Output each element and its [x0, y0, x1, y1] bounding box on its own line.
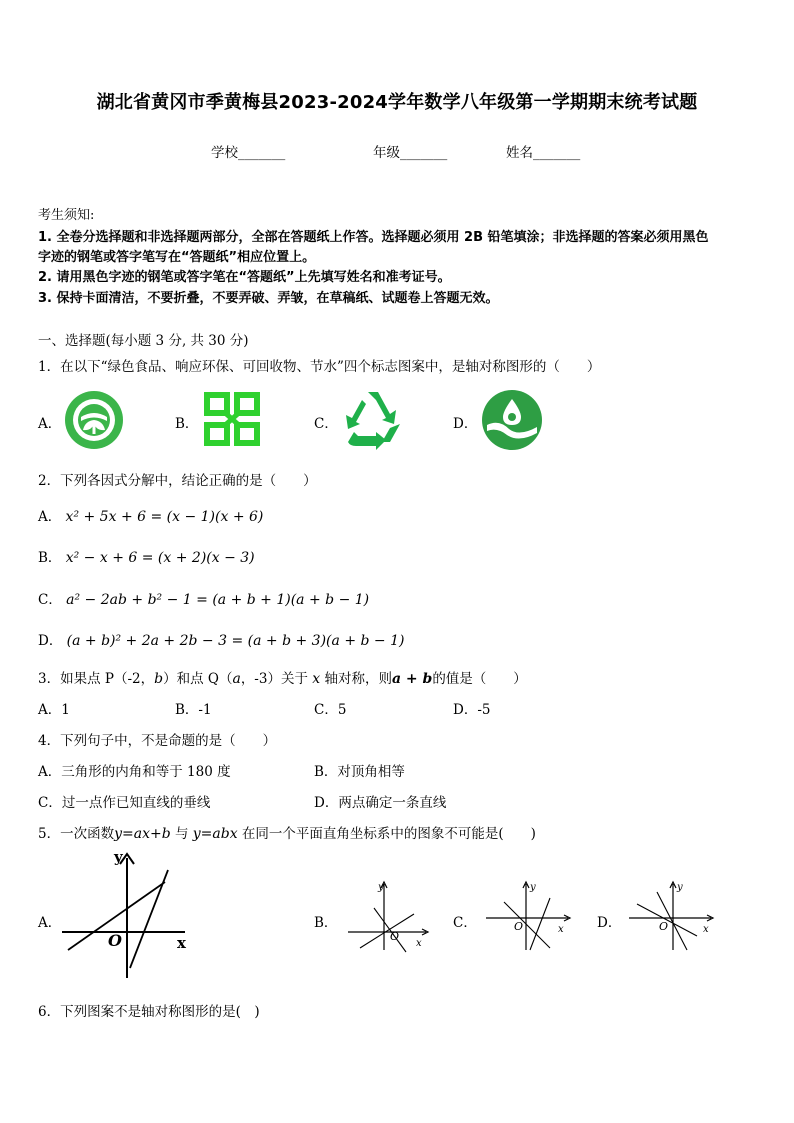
q2-option-c-label: C．: [38, 592, 62, 608]
q1-option-a-label: A．: [38, 416, 62, 432]
name-label: 姓名: [506, 145, 533, 161]
question-6-stem: 6．下列图案不是轴对称图形的是( ): [38, 1004, 260, 1020]
x-axis-label: x: [416, 938, 422, 949]
q4-option-c: C．过一点作已知直线的垂线: [38, 795, 211, 811]
q5-graph-a: [60, 850, 195, 980]
notice-line-1: 1. 全卷分选择题和非选择题两部分，全部在答题纸上作答。选择题必须用 2B 铅笔填涂；非选择题的答案必须用黑色: [38, 230, 709, 245]
grade-label: 年级: [373, 145, 400, 161]
school-label: 学校: [211, 145, 238, 161]
recycle-logo-icon: [338, 388, 408, 450]
q5-graph-d: [627, 880, 717, 952]
grade-field: [373, 141, 447, 161]
q3-var-x: x: [312, 671, 321, 687]
x-axis-label: x: [558, 924, 564, 935]
q2-option-d-label: D．: [38, 633, 63, 649]
q3-stem-part: 的值是（ ）: [432, 671, 527, 687]
name-blank: _______: [533, 145, 581, 161]
q5-stem-part: 5．一次函数: [38, 826, 115, 842]
q5-graph-b: [346, 880, 432, 952]
question-2-stem: 2．下列各因式分解中，结论正确的是（ ）: [38, 473, 317, 489]
page-title: 湖北省黄冈市季黄梅县2023-2024学年数学八年级第一学期期末统考试题: [96, 92, 698, 113]
q3-option-a: A．1: [38, 702, 70, 718]
y-axis-label: y: [677, 882, 683, 893]
notice-line-4: 3. 保持卡面清洁，不要折叠，不要弄破、弄皱，在草稿纸、试题卷上答题无效。: [38, 291, 499, 306]
notice-line-2: 字迹的钢笔或答字笔写在“答题纸”相应位置上。: [38, 250, 316, 265]
q4-option-b: B．对顶角相等: [314, 764, 405, 780]
q5-option-c-label: C．: [453, 915, 477, 931]
q2-option-a-label: A．: [38, 509, 62, 525]
q2-option-d-expr: (a + b)² + 2a + 2b − 3 = (a + b + 3)(a + b − 1): [66, 633, 405, 649]
q5-option-a-label: A．: [38, 915, 62, 931]
q2-option-b-label: B．: [38, 550, 62, 566]
q3-option-b: B．-1: [175, 702, 212, 718]
q2-option-d: [38, 629, 404, 649]
origin-label: O: [108, 931, 122, 950]
q2-option-a-expr: x² + 5x + 6 = (x − 1)(x + 6): [65, 509, 264, 525]
q3-option-c: C．5: [314, 702, 347, 718]
q2-option-b-expr: x² − x + 6 = (x + 2)(x − 3): [65, 550, 255, 566]
q3-stem-part: ，-3）关于: [240, 671, 313, 687]
q3-expr-a-plus-b: a + b: [391, 671, 433, 687]
question-4-stem: 4．下列句子中，不是命题的是（ ）: [38, 733, 277, 749]
school-field: [211, 141, 285, 161]
question-1-stem: 1．在以下“绿色食品、响应环保、可回收物、节水”四个标志图案中，是轴对称图形的（ ）: [38, 359, 601, 375]
origin-label: O: [390, 930, 400, 943]
section-heading: 一、选择题(每小题 3 分, 共 30 分): [38, 333, 249, 349]
q3-var-a: a: [232, 671, 241, 687]
x-axis-label: x: [703, 924, 709, 935]
q1-option-c-label: C．: [314, 416, 338, 432]
q1-option-b-label: B．: [175, 416, 199, 432]
q2-option-c: [38, 588, 369, 608]
q3-var-b: b: [154, 671, 164, 687]
q5-option-b-label: B．: [314, 915, 338, 931]
q3-stem-part: 轴对称，则: [320, 671, 392, 687]
environment-logo-icon: [203, 391, 261, 447]
q4-option-d: D．两点确定一条直线: [314, 795, 447, 811]
origin-label: O: [659, 920, 669, 933]
q2-option-a: [38, 505, 263, 525]
y-axis-label: y: [114, 848, 123, 866]
y-axis-label: y: [378, 882, 384, 893]
q3-stem-part: 3．如果点 P（-2，: [38, 671, 155, 687]
q4-option-a: A．三角形的内角和等于 180 度: [38, 764, 231, 780]
q2-option-b: [38, 546, 255, 566]
name-field: [506, 141, 580, 161]
line-2: [130, 870, 168, 968]
q3-stem-part: ）和点 Q（: [163, 671, 233, 687]
x-axis-label: x: [177, 934, 186, 952]
green-food-logo-icon: [63, 389, 125, 451]
y-axis-label: y: [530, 882, 536, 893]
q3-option-d: D．-5: [453, 702, 491, 718]
q5-func-2: y=abx: [192, 826, 238, 842]
q5-option-d-label: D．: [597, 915, 622, 931]
school-blank: _______: [238, 145, 286, 161]
q2-option-c-expr: a² − 2ab + b² − 1 = (a + b + 1)(a + b − 1): [66, 592, 370, 608]
notice-line-3: 2. 请用黑色字迹的钢笔或答字笔在“答题纸”上先填写姓名和准考证号。: [38, 270, 451, 285]
question-5-stem: [38, 822, 536, 842]
question-3-stem: [38, 667, 527, 687]
notice-heading: 考生须知:: [38, 208, 95, 223]
q5-stem-part: 与: [170, 826, 193, 842]
water-saving-logo-icon: [481, 389, 543, 451]
q5-stem-part: 在同一个平面直角坐标系中的图象不可能是( ): [237, 826, 536, 842]
q1-option-d-label: D．: [453, 416, 478, 432]
origin-label: O: [514, 920, 524, 933]
q5-graph-c: [484, 880, 574, 952]
q5-func-1: y=ax+b: [114, 826, 171, 842]
grade-blank: _______: [400, 145, 448, 161]
